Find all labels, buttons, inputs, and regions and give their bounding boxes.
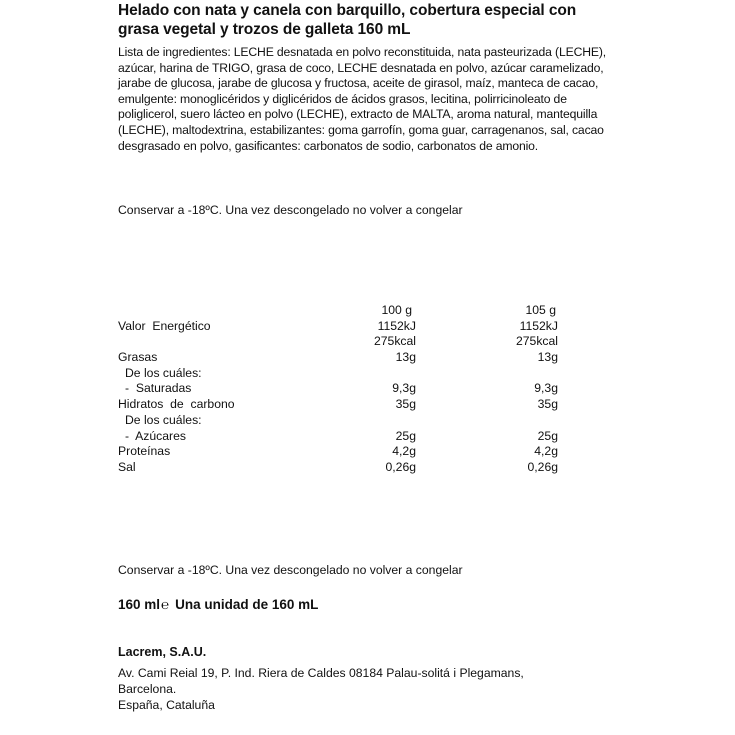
address-line-2: Barcelona. xyxy=(118,682,177,696)
nutrition-row-fat-subheader xyxy=(118,366,558,382)
storage-instructions-top: Conservar a -18ºC. Una vez descongelado no volver a congelar xyxy=(118,203,463,217)
net-quantity xyxy=(118,596,318,613)
nutrition-row-sugars xyxy=(118,429,558,445)
manufacturer-address xyxy=(118,665,608,713)
nutrition-value-105g: 0,26g xyxy=(527,459,558,474)
nutrition-value-105g: 35g xyxy=(537,397,558,412)
product-title: Helado con nata y canela con barquillo, cobertura especial con grasa vegetal y trozos de galleta 160 mL xyxy=(118,2,577,38)
nutrition-value-100g: 4,2g xyxy=(392,444,416,459)
storage-instructions-bottom: Conservar a -18ºC. Una vez descongelado no volver a congelar xyxy=(118,563,463,577)
nutrition-row-carbs xyxy=(118,397,558,413)
nutrition-value-105g: 25g xyxy=(537,428,558,443)
nutrition-row-energy-kj xyxy=(118,319,558,335)
nutrition-label: De los cuáles: xyxy=(125,365,202,380)
nutrition-value-105g: 1152kJ xyxy=(519,318,558,333)
nutrition-value-105g: 4,2g xyxy=(534,444,558,459)
address-line-3: España, Cataluña xyxy=(118,698,215,712)
nutrition-value-100g: 275kcal xyxy=(373,334,416,349)
nutrition-label: Grasas xyxy=(118,350,158,365)
nutrition-row-energy-kcal xyxy=(118,334,558,350)
nutrition-value-100g: 35g xyxy=(395,397,416,412)
nutrition-value-100g: 25g xyxy=(395,428,416,443)
manufacturer-block xyxy=(118,644,608,713)
nutrition-row-saturated xyxy=(118,381,558,397)
product-label-sheet xyxy=(118,0,608,712)
nutrition-table xyxy=(118,303,558,476)
nutrition-label: Hidratos de carbono xyxy=(118,397,235,412)
nutrition-col1-header: 100 g xyxy=(381,303,412,317)
nutrition-value-100g: 13g xyxy=(395,350,416,365)
address-line-1: Av. Cami Reial 19, P. Ind. Riera de Caldes 08184 Palau-solitá i Plegamans, xyxy=(118,666,524,680)
nutrition-label: De los cuáles: xyxy=(125,412,202,427)
nutrition-label: - Saturadas xyxy=(125,381,192,396)
nutrition-value-100g: 0,26g xyxy=(385,459,416,474)
nutrition-label: Valor Energético xyxy=(118,318,211,333)
net-quantity-value: 160 ml xyxy=(118,597,161,612)
net-quantity-description: Una unidad de 160 mL xyxy=(175,597,319,612)
nutrition-value-105g: 275kcal xyxy=(515,334,558,349)
estimated-sign-icon: ℮ xyxy=(161,597,170,612)
nutrition-row-fat xyxy=(118,350,558,366)
nutrition-label: Sal xyxy=(118,459,136,474)
ingredients-list: Lista de ingredientes: LECHE desnatada en polvo reconstituida, nata pasteurizada (LECHE), azúcar, harina de TRIGO, grasa de coco, LECHE desnatada en polvo, azúcar caramelizado, jarabe de glucosa, jarabe de glucosa y fructosa, aceite de girasol, maíz, manteca de cacao, emulgente: monoglicéridos y diglicéridos de ácidos grasos, lecitina, polirricinoleato de poliglicerol, suero lácteo en polvo (LECHE), extracto de MALTA, aroma natural, mantequilla (LECHE), maltodextrina, estabilizantes: goma garrofín, goma guar, carragenanos, sal, cacao desgrasado en polvo, gasificantes: carbonatos de sodio, carbonatos de amonio. xyxy=(118,45,606,153)
nutrition-col2-header: 105 g xyxy=(525,303,556,317)
nutrition-value-105g: 13g xyxy=(537,350,558,365)
nutrition-label: - Azúcares xyxy=(125,428,186,443)
nutrition-header-row xyxy=(118,303,558,319)
nutrition-row-protein xyxy=(118,444,558,460)
manufacturer-name: Lacrem, S.A.U. xyxy=(118,645,207,659)
nutrition-value-105g: 9,3g xyxy=(534,381,558,396)
nutrition-value-100g: 1152kJ xyxy=(377,318,416,333)
nutrition-row-carbs-subheader xyxy=(118,413,558,429)
nutrition-value-100g: 9,3g xyxy=(392,381,416,396)
nutrition-label: Proteínas xyxy=(118,444,171,459)
nutrition-row-salt xyxy=(118,460,558,476)
